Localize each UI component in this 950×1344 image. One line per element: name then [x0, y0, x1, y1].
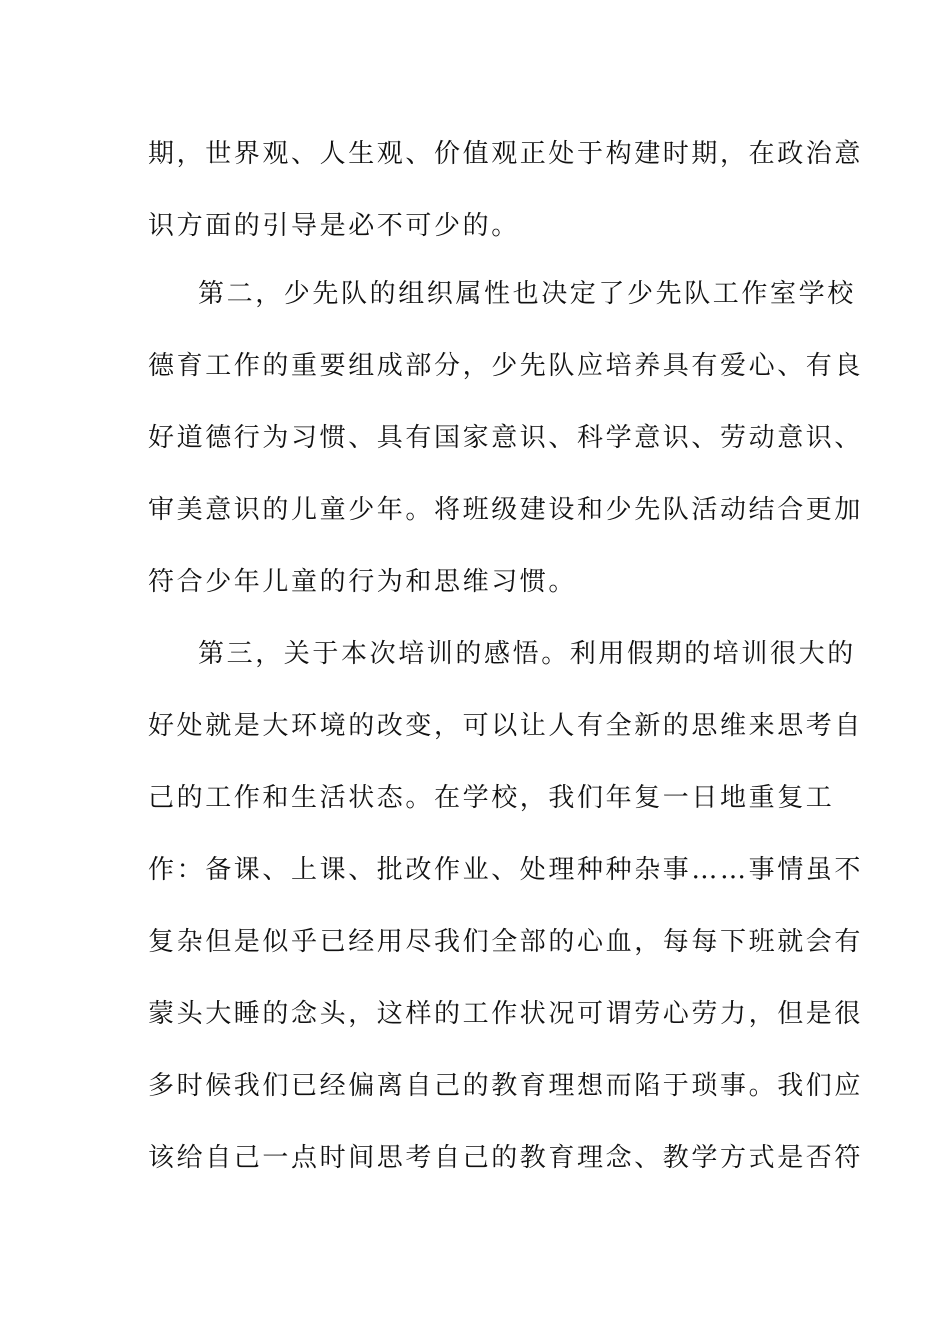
text-line: 德育工作的重要组成部分，少先队应培养具有爱心、有良 — [148, 351, 864, 381]
paragraph-start-line: 第三，关于本次培训的感悟。利用假期的培训很大的 — [198, 639, 856, 669]
text-line: 复杂但是似乎已经用尽我们全部的心血，每每下班就会有 — [148, 927, 864, 957]
text-line: 蒙头大睡的念头，这样的工作状况可谓劳心劳力，但是很 — [148, 999, 864, 1029]
text-line: 好处就是大环境的改变，可以让人有全新的思维来思考自 — [148, 711, 864, 741]
paragraph-start-line: 第二，少先队的组织属性也决定了少先队工作室学校 — [198, 279, 856, 309]
text-line: 好道德行为习惯、具有国家意识、科学意识、劳动意识、 — [148, 423, 864, 453]
text-line: 该给自己一点时间思考自己的教育理念、教学方式是否符 — [148, 1143, 864, 1173]
text-line: 符合少年儿童的行为和思维习惯。 — [148, 567, 578, 597]
text-line: 审美意识的儿童少年。将班级建设和少先队活动结合更加 — [148, 495, 864, 525]
text-line: 多时候我们已经偏离自己的教育理想而陷于琐事。我们应 — [148, 1071, 864, 1101]
text-line: 识方面的引导是必不可少的。 — [148, 211, 520, 241]
text-line: 己的工作和生活状态。在学校，我们年复一日地重复工 — [148, 783, 835, 813]
text-line: 作：备课、上课、批改作业、处理种种杂事……事情虽不 — [148, 855, 864, 885]
text-line: 期，世界观、人生观、价值观正处于构建时期，在政治意 — [148, 139, 864, 169]
